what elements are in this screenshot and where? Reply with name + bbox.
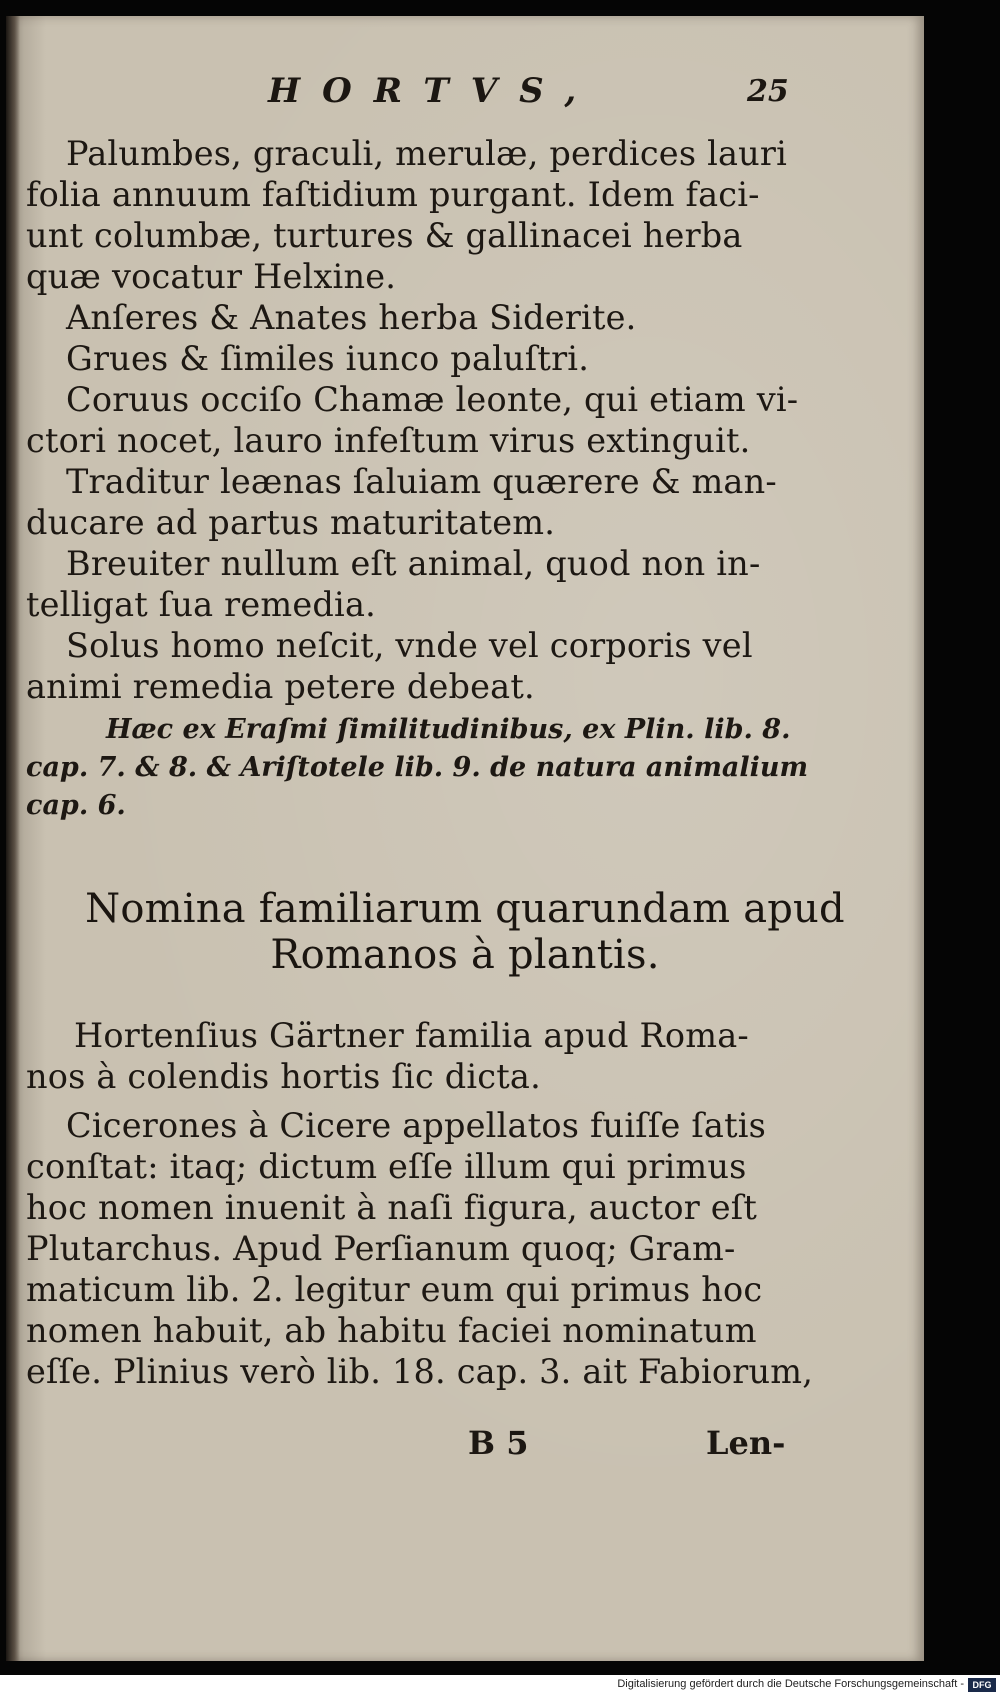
dfg-logo: DFG: [968, 1678, 996, 1692]
text-line: unt columbæ, turtures & gallinacei herba: [26, 216, 743, 255]
text-line: ducare ad partus maturitatem.: [26, 503, 556, 542]
running-title: HORTVS,: [268, 71, 599, 111]
text-line: conſtat: itaq; dictum eſſe illum qui primus: [26, 1147, 747, 1186]
text-line: Plutarchus. Apud Perſianum quoq; Gram-: [26, 1229, 736, 1268]
text-line: nomen habuit, ab habitu faciei nominatum: [26, 1311, 757, 1350]
section-heading-line: Nomina familiarum quarundam apud: [85, 886, 845, 932]
text-line: Coruus occiſo Chamæ leonte, qui etiam vi-: [66, 380, 799, 419]
digitization-footer: [0, 1675, 1000, 1696]
text-line: Solus homo neſcit, vnde vel corporis vel: [66, 626, 753, 665]
text-line: quæ vocatur Helxine.: [26, 257, 397, 296]
text-line: telligat ſua remedia.: [26, 585, 376, 624]
text-line: maticum lib. 2. legitur eum qui primus hoc: [26, 1270, 763, 1309]
text-line: Grues & ſimiles iunco paluſtri.: [66, 339, 590, 378]
text-line: folia annuum faſtidium purgant. Idem faci-: [26, 175, 760, 214]
text-line: Anſeres & Anates herba Siderite.: [66, 298, 637, 337]
text-line: animi remedia petere debeat.: [26, 667, 535, 706]
funding-credit: Digitalisierung gefördert durch die Deutsche Forschungsgemeinschaft -: [617, 1678, 964, 1690]
catchword: Len-: [706, 1424, 786, 1462]
text-line: Breuiter nullum eſt animal, quod non in-: [66, 544, 761, 583]
page-number: 25: [747, 74, 789, 109]
citation-line: cap. 6.: [26, 790, 126, 821]
text-line: nos à colendis hortis ſic dicta.: [26, 1057, 541, 1096]
text-line: eſſe. Plinius verò lib. 18. cap. 3. ait Fabiorum,: [26, 1352, 814, 1391]
citation-line: cap. 7. & 8. & Ariſtotele lib. 9. de natura animalium: [26, 752, 809, 783]
text-line: hoc nomen inuenit à naſi figura, auctor eſt: [26, 1188, 758, 1227]
signature-mark: B 5: [468, 1424, 529, 1462]
text-line: Hortenſius Gärtner familia apud Roma-: [74, 1016, 749, 1055]
text-line: Cicerones à Cicere appellatos fuiſſe ſatis: [66, 1106, 767, 1145]
section-heading-line: Romanos à plantis.: [270, 932, 660, 978]
text-line: Traditur leænas ſaluiam quærere & man-: [66, 462, 777, 501]
binding-edge: [6, 16, 20, 1661]
citation-line: Hæc ex Eraſmi ſimilitudinibus, ex Plin. lib. 8.: [106, 714, 791, 745]
book-page: [6, 16, 924, 1661]
text-line: Palumbes, graculi, merulæ, perdices lauri: [66, 134, 788, 173]
text-line: ctori nocet, lauro infeſtum virus extinguit.: [26, 421, 751, 460]
